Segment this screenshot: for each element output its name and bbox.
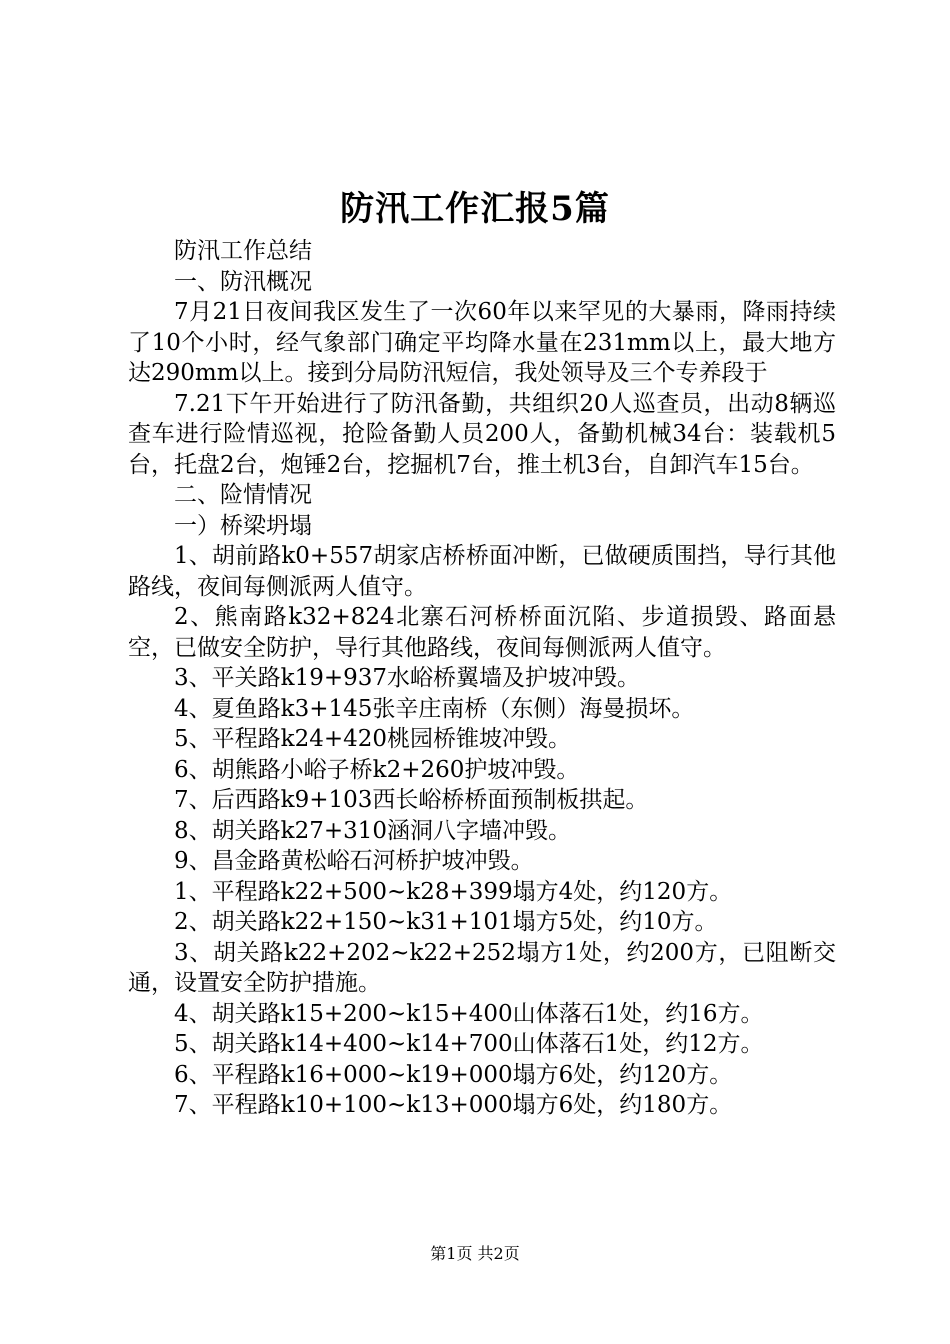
heading-summary: 防汛工作总结	[174, 238, 312, 264]
list-item: 2、熊南路k32+824北寨石河桥桥面沉陷、步道损毁、路面悬空，已做安全防护，导行其他路线，夜间每侧派两人值守。	[128, 604, 836, 661]
list-item: 5、平程路k24+420桃园桥锥坡冲毁。	[174, 726, 572, 752]
list-item: 4、夏鱼路k3+145张辛庄南桥（东侧）海曼损坏。	[174, 695, 695, 722]
list-item: 3、平关路k19+937水峪桥翼墙及护坡冲毁。	[174, 665, 641, 691]
heading-hazards: 二、险情情况	[174, 482, 312, 508]
list-item: 6、平程路k16+000~k19+000塌方6处，约120方。	[174, 1061, 733, 1088]
list-item: 5、胡关路k14+400~k14+700山体落石1处，约12方。	[174, 1031, 764, 1057]
document-body	[128, 236, 836, 1121]
document-title: 防汛工作汇报5篇	[340, 189, 610, 229]
list-item: 9、昌金路黄松峪石河桥护坡冲毁。	[174, 848, 534, 874]
list-item: 2、胡关路k22+150~k31+101塌方5处，约10方。	[174, 909, 718, 935]
list-item: 8、胡关路k27+310涵洞八字墙冲毁。	[174, 817, 572, 844]
list-item: 4、胡关路k15+200~k15+400山体落石1处，约16方。	[174, 1000, 764, 1027]
heading-bridge-collapse: 一）桥梁坍塌	[174, 512, 312, 539]
list-item: 1、胡前路k0+557胡家店桥桥面冲断，已做硬质围挡，导行其他路线，夜间每侧派两人值守。	[128, 543, 836, 600]
list-item: 1、平程路k22+500~k28+399塌方4处，约120方。	[174, 878, 733, 905]
list-item: 7、后西路k9+103西长峪桥桥面预制板拱起。	[174, 787, 649, 813]
list-item: 7、平程路k10+100~k13+000塌方6处，约180方。	[174, 1092, 733, 1118]
paragraph-standby: 7.21下午开始进行了防汛备勤，共组织20人巡查员，出动8辆巡查车进行险情巡视，抢险备勤人员200人，备勤机械34台：装载机5台，托盘2台，炮锤2台，挖掘机7台，推土机3台，自卸汽车15台。	[128, 390, 836, 478]
heading-overview: 一、防汛概况	[174, 268, 312, 295]
list-item: 3、胡关路k22+202~k22+252塌方1处，约200方，已阻断交通，设置安全防护措施。	[128, 939, 836, 996]
page-footer: 第1页 共2页	[430, 1244, 520, 1263]
paragraph-overview: 7月21日夜间我区发生了一次60年以来罕见的大暴雨，降雨持续了10个小时，经气象部门确定平均降水量在231mm以上，最大地方达290mm以上。接到分局防汛短信，我处领导及三个专养段于	[128, 299, 836, 386]
list-item: 6、胡熊路小峪子桥k2+260护坡冲毁。	[174, 756, 580, 783]
